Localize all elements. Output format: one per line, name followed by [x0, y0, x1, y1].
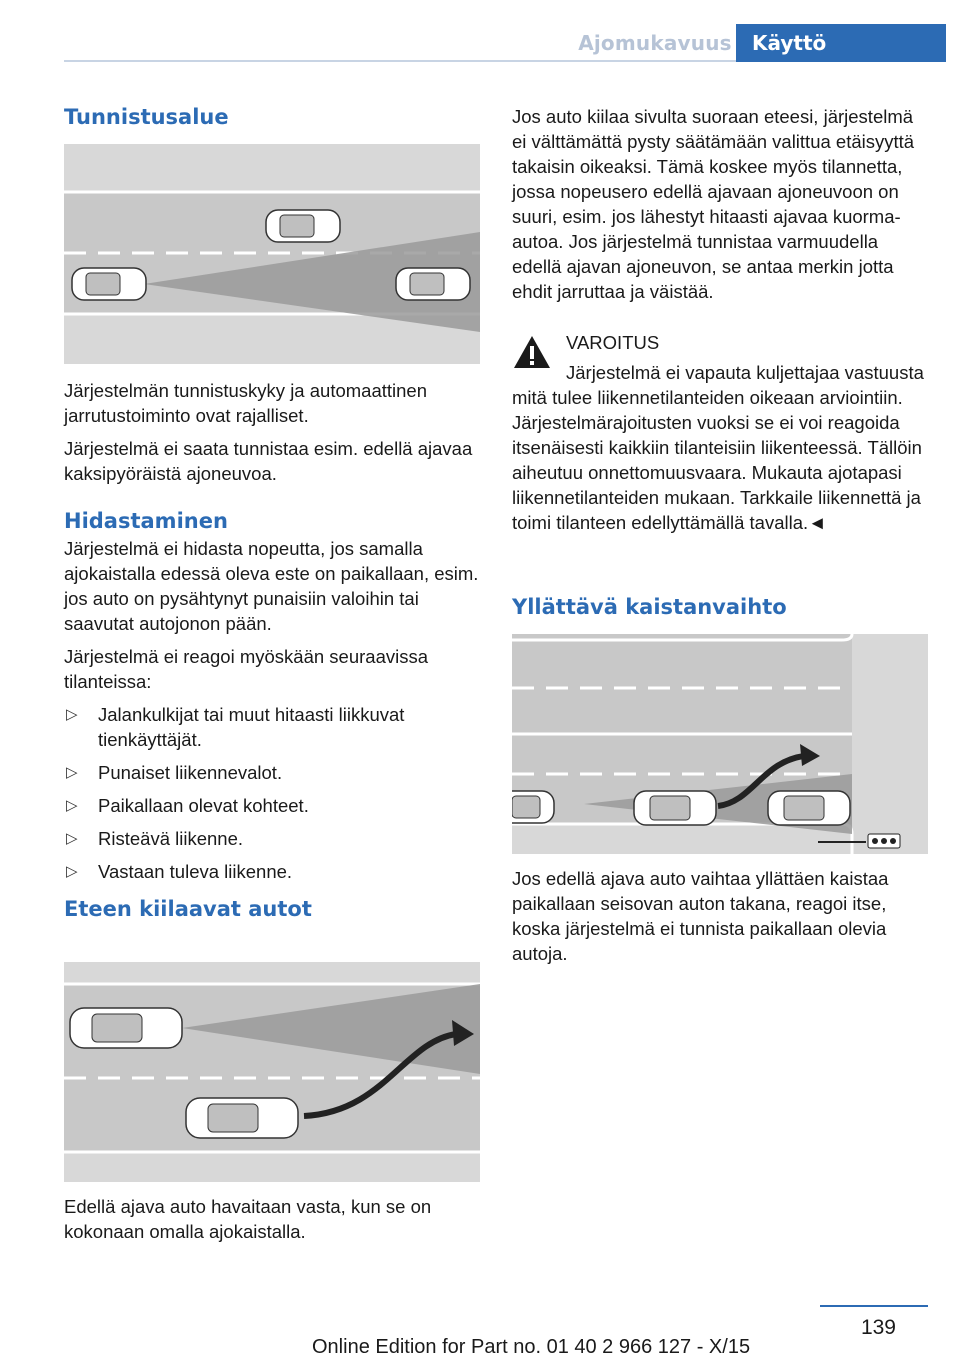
detection-range-illustration: [64, 144, 480, 364]
triangle-bullet-icon: ▷: [66, 764, 78, 781]
chapter-tab[interactable]: Käyttö: [736, 24, 946, 62]
caption-paragraph: Edellä ajava auto havaitaan vasta, kun se on kokonaan omalla ajokaistalla.: [64, 1196, 432, 1242]
car-own: [70, 1008, 182, 1048]
section-tab[interactable]: Ajomukavuus: [578, 31, 732, 55]
triangle-bullet-icon: ▷: [66, 706, 78, 723]
car-side-lane: [266, 210, 340, 242]
heading-tunnistusalue: [64, 104, 480, 130]
edition-footer: Online Edition for Part no. 01 40 2 966 127 - X/15: [312, 1336, 751, 1358]
car-own: [634, 791, 716, 825]
car-cutting-in: [186, 1098, 298, 1138]
list-item: ▷ Paikallaan olevat kohteet.: [66, 795, 309, 816]
car-front: [396, 268, 470, 300]
list-item: ▷ Vastaan tuleva liikenne.: [66, 861, 293, 882]
paragraph: Järjestelmä ei saata tunnistaa esim. edellä ajavaa kaksipyöräistä ajoneuvoa.: [64, 438, 473, 484]
caption-paragraph: Jos edellä ajava auto vaihtaa yllättäen kaistaa paikallaan seisovan auton takana, reagoi itse, koska järjestelmä ei tunnista paikallaan olevia autoja.: [512, 868, 889, 964]
section-heading: Hidastaminen: [64, 509, 228, 533]
list-item: ▷ Jalankulkijat tai muut hitaasti liikkuvat tienkäyttäjät.: [66, 704, 405, 750]
car-partial-left: [512, 791, 554, 823]
list-item: ▷ Punaiset liikennevalot.: [66, 762, 283, 783]
triangle-bullet-icon: ▷: [66, 830, 78, 847]
bullet-list: [64, 702, 480, 884]
triangle-bullet-icon: ▷: [66, 863, 78, 880]
car-stationary: [768, 791, 850, 825]
triangle-bullet-icon: ▷: [66, 797, 78, 814]
paragraph: Jos auto kiilaa sivulta suoraan eteesi, järjestelmä ei välttämättä pysty säätämään valittua etäisyyttä takaisin oikeaksi. Tämä koskee myös tilannetta, jossa nopeusero edellä ajavaan ajoneuvoon on suuri, esim. jos lähestyt hitaasti ajavaa kuorma-autoa. Jos järjestelmä tunnistaa varmuudella edellä ajavan ajoneuvon, se antaa merkin jotta ehdit jarruttaa ja väistää.: [512, 106, 915, 302]
cut-in-illustration: [64, 962, 480, 1182]
paragraph: Järjestelmä ei hidasta nopeutta, jos samalla ajokaistalla edessä oleva este on paikallaan, esim. jos auto on pysähtynyt punaisiin valoihin tai saavutat autojonon pään.: [64, 538, 479, 634]
page-number: 139: [860, 1316, 896, 1339]
sudden-lane-change-illustration: [512, 634, 928, 854]
traffic-light-icon: [868, 834, 900, 848]
paragraph: Järjestelmän tunnistuskyky ja automaattinen jarrutustoiminto ovat rajalliset.: [64, 380, 427, 426]
paragraph: Järjestelmä ei reagoi myöskään seuraavissa tilanteissa:: [64, 646, 429, 692]
warning-title: VAROITUS: [566, 332, 660, 353]
footer-rule: [820, 1305, 928, 1307]
section-heading: Eteen kiilaavat autot: [64, 897, 312, 921]
list-item: ▷ Risteävä liikenne.: [66, 828, 243, 849]
section-heading: Yllättävä kaistanvaihto: [512, 595, 787, 619]
car-own: [72, 268, 146, 300]
section-heading: Tunnistusalue: [64, 105, 229, 129]
warning-text: Järjestelmä ei vapauta kuljettajaa vastuusta mitä tulee liikennetilanteiden oikeaan arviointiin. Järjestelmärajoitusten vuoksi se ei voi reagoida itsenäisesti kaikkiin tilanteisiin liikenteessä. Tällöin aiheutuu onnettomuusvaara. Mukauta ajotapasi liikennetilanteiden mukaan. Tarkkaile liikennettä ja toimi tilanteen edellyttämällä tavalla.◄: [512, 362, 924, 533]
